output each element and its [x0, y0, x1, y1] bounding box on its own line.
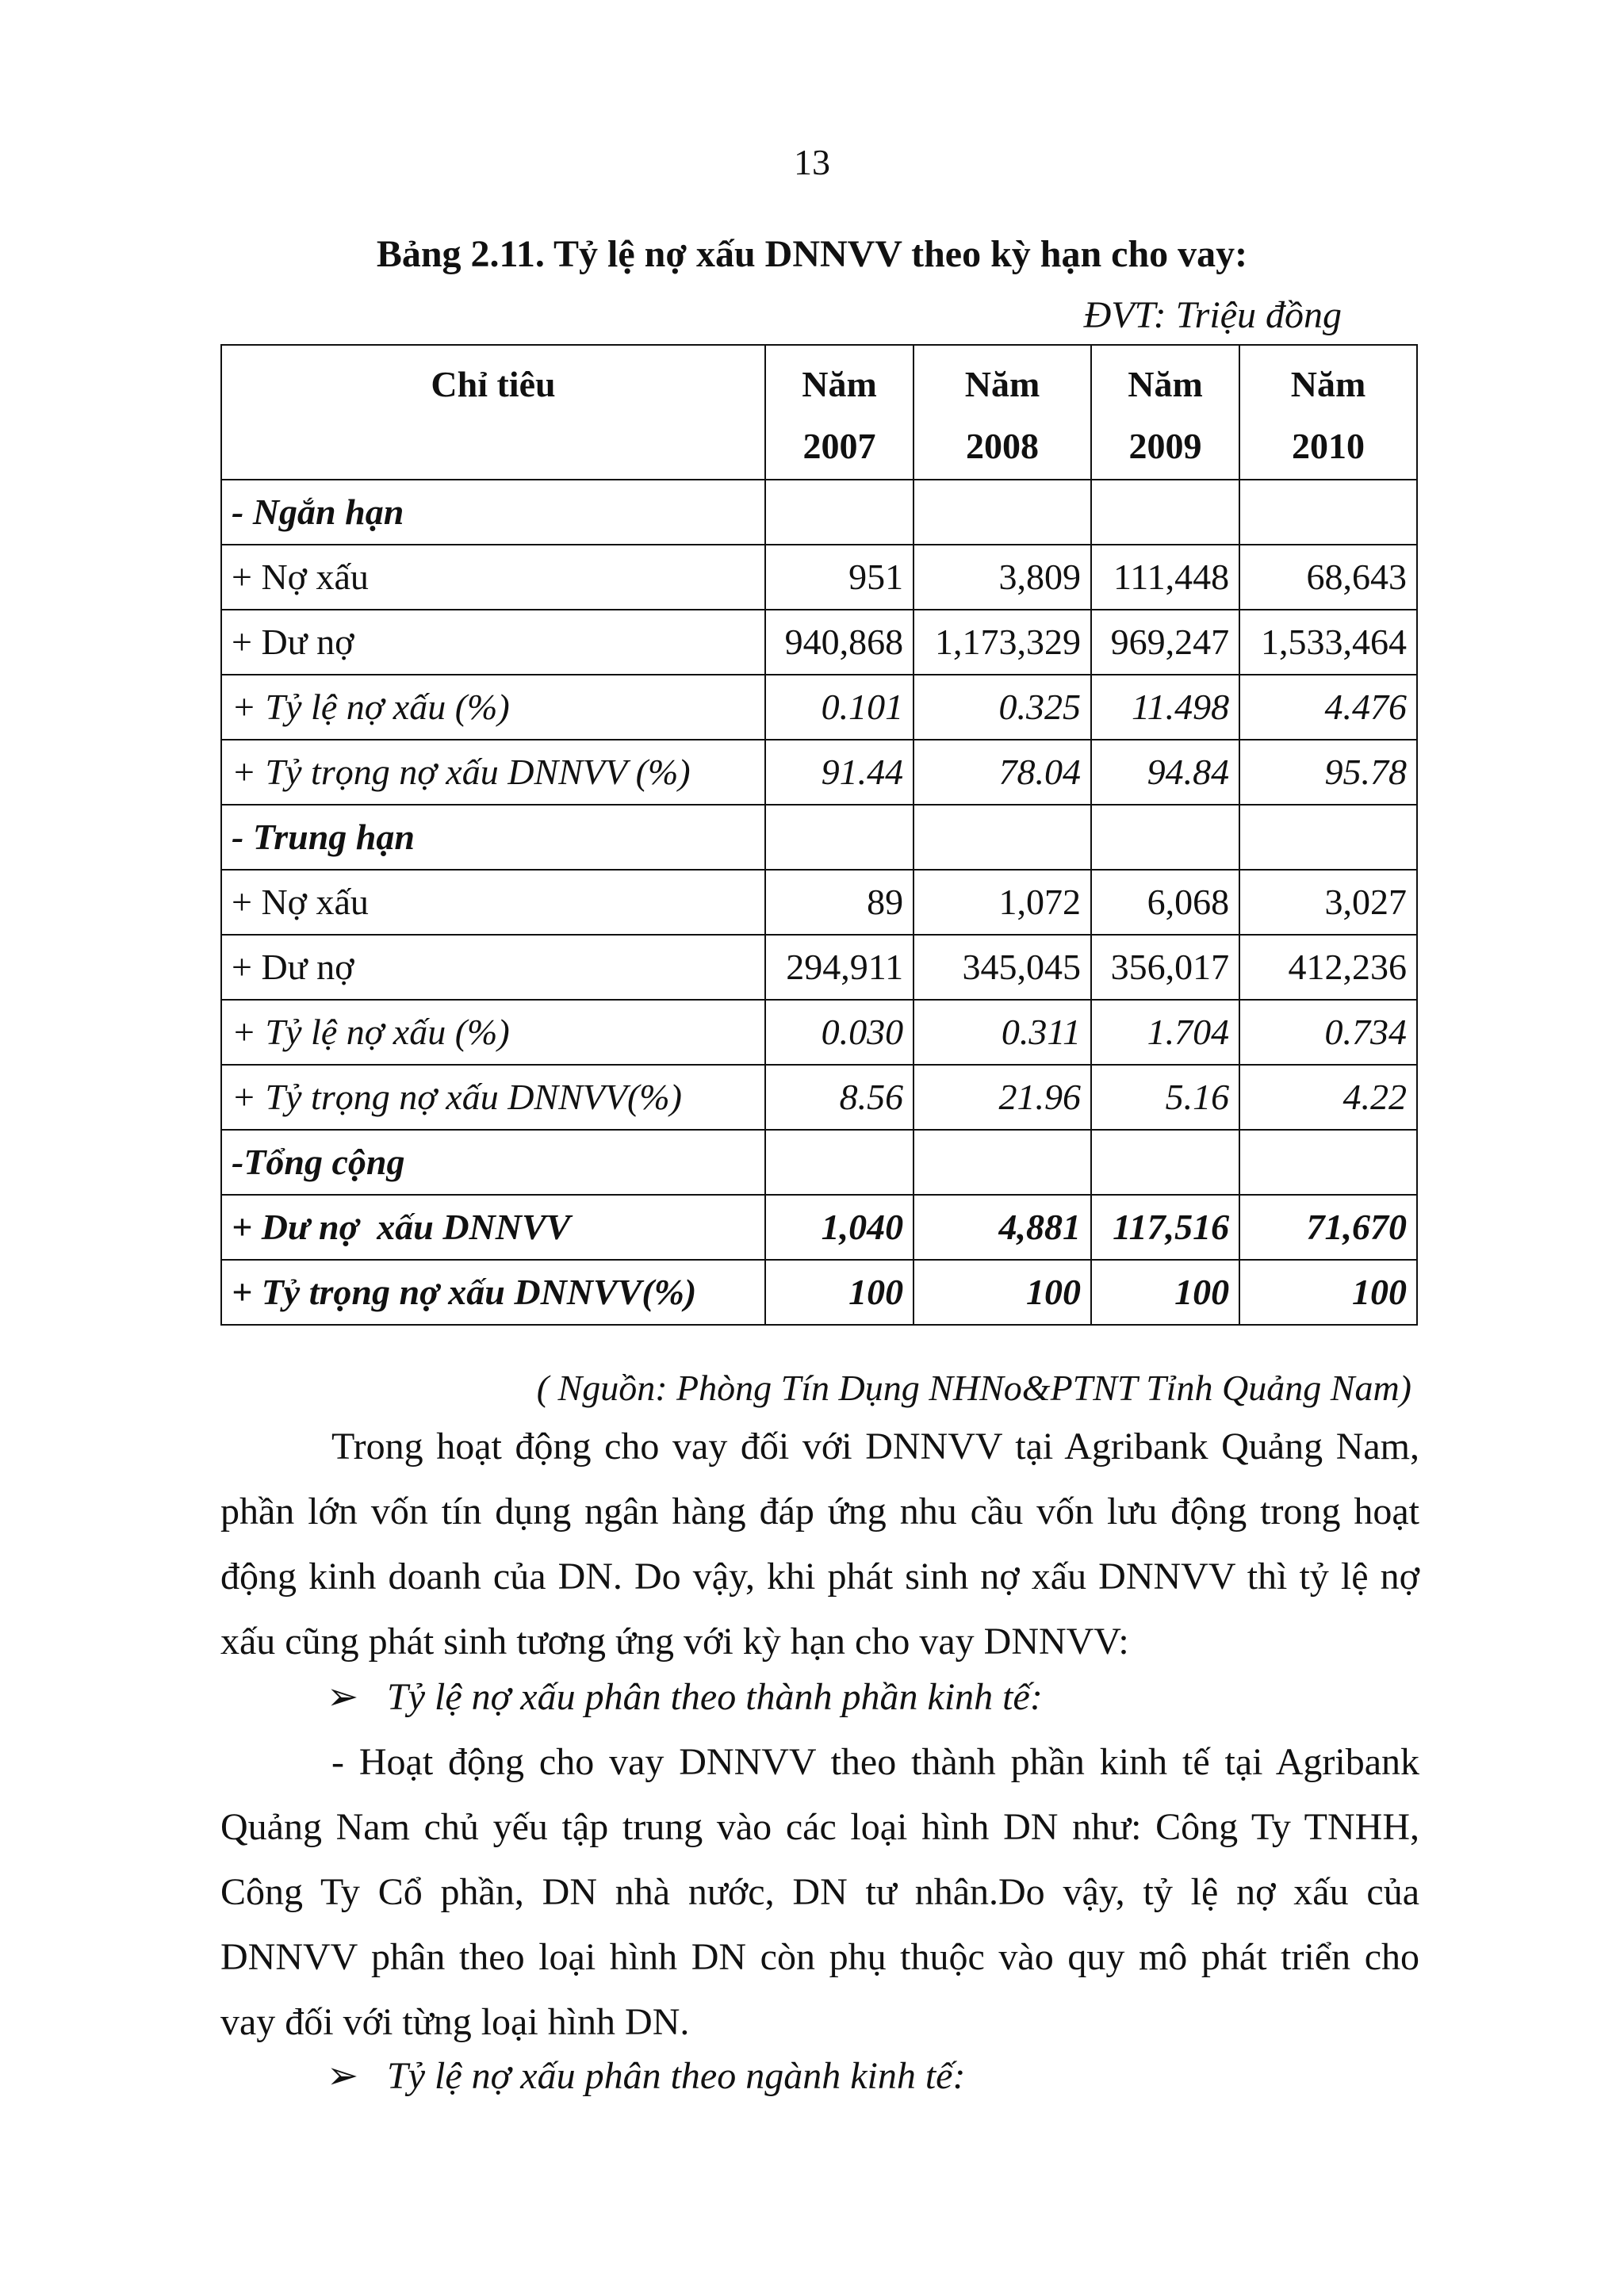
cell: 78.04: [914, 740, 1091, 805]
cell: [1239, 1130, 1417, 1195]
bullet-heading-2-text: Tỷ lệ nợ xấu phân theo ngành kinh tế:: [387, 2055, 966, 2097]
cell: 4.22: [1239, 1065, 1417, 1130]
cell: 294,911: [765, 935, 914, 1000]
cell: [914, 805, 1091, 870]
cell: 951: [765, 545, 914, 610]
row-label: - Ngắn hạn: [221, 480, 765, 545]
cell: [914, 480, 1091, 545]
table-row: [221, 1130, 1417, 1195]
cell: 1.704: [1091, 1000, 1239, 1065]
cell: 4,881: [914, 1195, 1091, 1260]
row-label: + Tỷ trọng nợ xấu DNNVV(%): [221, 1260, 765, 1325]
unit-label: ĐVT: Triệu đồng: [1083, 294, 1342, 336]
header-year-2007: Năm 2007: [765, 345, 914, 480]
cell: 1,040: [765, 1195, 914, 1260]
header-year-2008: Năm 2008: [914, 345, 1091, 480]
row-label: + Tỷ lệ nợ xấu (%): [221, 1000, 765, 1065]
row-label: + Tỷ trọng nợ xấu DNNVV (%): [221, 740, 765, 805]
cell: 94.84: [1091, 740, 1239, 805]
paragraph-1-text: Trong hoạt động cho vay đối với DNNVV tại Agribank Quảng Nam, phần lớn vốn tín dụng ngân hàng đáp ứng nhu cầu vốn lưu động trong hoạt động kinh doanh của DN. Do vậy, khi phát sinh nợ xấu DNNVV thì tỷ lệ nợ xấu cũng phát sinh tương ứng với kỳ hạn cho vay DNNVV:: [220, 1425, 1419, 1663]
row-label: + Tỷ lệ nợ xấu (%): [221, 675, 765, 740]
cell: 91.44: [765, 740, 914, 805]
cell: 412,236: [1239, 935, 1417, 1000]
cell: 117,516: [1091, 1195, 1239, 1260]
cell: 11.498: [1091, 675, 1239, 740]
cell: 1,533,464: [1239, 610, 1417, 675]
cell: 100: [1091, 1260, 1239, 1325]
row-label: + Dư nợ: [221, 935, 765, 1000]
cell: 21.96: [914, 1065, 1091, 1130]
cell: [1091, 805, 1239, 870]
row-label: - Trung hạn: [221, 805, 765, 870]
cell: 6,068: [1091, 870, 1239, 935]
row-label: + Nợ xấu: [221, 870, 765, 935]
table-header-row: [221, 345, 1417, 480]
row-label: + Dư nợ xấu DNNVV: [221, 1195, 765, 1260]
cell: [914, 1130, 1091, 1195]
table-row: [221, 545, 1417, 610]
table-row: [221, 805, 1417, 870]
arrow-bullet-icon: ➢: [327, 2055, 359, 2097]
table-row: [221, 480, 1417, 545]
cell: 3,809: [914, 545, 1091, 610]
table-row: [221, 1195, 1417, 1260]
table-row: [221, 675, 1417, 740]
page-number: 13: [794, 142, 830, 182]
cell: 4.476: [1239, 675, 1417, 740]
paragraph-1: [220, 1414, 1419, 1674]
bullet-heading-2: [327, 2053, 965, 2098]
table-row: [221, 1000, 1417, 1065]
cell: 95.78: [1239, 740, 1417, 805]
cell: 356,017: [1091, 935, 1239, 1000]
cell: [765, 805, 914, 870]
cell: 100: [1239, 1260, 1417, 1325]
cell: 3,027: [1239, 870, 1417, 935]
bad-debt-table: [220, 344, 1418, 1326]
row-label: + Dư nợ: [221, 610, 765, 675]
cell: 111,448: [1091, 545, 1239, 610]
cell: 5.16: [1091, 1065, 1239, 1130]
header-year-2009: Năm 2009: [1091, 345, 1239, 480]
table-row: [221, 1065, 1417, 1130]
cell: 345,045: [914, 935, 1091, 1000]
cell: 100: [914, 1260, 1091, 1325]
cell: [1091, 1130, 1239, 1195]
paragraph-2: [220, 1730, 1419, 2055]
paragraph-2-text: - Hoạt động cho vay DNNVV theo thành phần kinh tế tại Agribank Quảng Nam chủ yếu tập trung vào các loại hình DN như: Công Ty TNHH, Công Ty Cổ phần, DN nhà nước, DN tư nhân.Do vậy, tỷ lệ nợ xấu của DNNVV phân theo loại hình DN còn phụ thuộc vào quy mô phát triển cho vay đối với từng loại hình DN.: [220, 1741, 1419, 2043]
cell: [1091, 480, 1239, 545]
cell: 8.56: [765, 1065, 914, 1130]
table-row: [221, 870, 1417, 935]
cell: [1239, 805, 1417, 870]
bullet-heading-1-text: Tỷ lệ nợ xấu phân theo thành phần kinh tế:: [387, 1676, 1043, 1718]
cell: 0.311: [914, 1000, 1091, 1065]
table-source: ( Nguồn: Phòng Tín Dụng NHNo&PTNT Tỉnh Quảng Nam): [536, 1368, 1411, 1408]
bullet-heading-1: [327, 1674, 1043, 1719]
cell: [765, 1130, 914, 1195]
cell: 0.101: [765, 675, 914, 740]
header-label: Chỉ tiêu: [221, 345, 765, 480]
cell: 0.030: [765, 1000, 914, 1065]
table-row: [221, 610, 1417, 675]
cell: 71,670: [1239, 1195, 1417, 1260]
table-title: Bảng 2.11. Tỷ lệ nợ xấu DNNVV theo kỳ hạn cho vay:: [376, 233, 1248, 275]
cell: 68,643: [1239, 545, 1417, 610]
header-year-2010: Năm 2010: [1239, 345, 1417, 480]
cell: 89: [765, 870, 914, 935]
cell: 0.325: [914, 675, 1091, 740]
row-label: -Tổng cộng: [221, 1130, 765, 1195]
table-row: [221, 935, 1417, 1000]
cell: [1239, 480, 1417, 545]
cell: 0.734: [1239, 1000, 1417, 1065]
row-label: + Tỷ trọng nợ xấu DNNVV(%): [221, 1065, 765, 1130]
cell: [765, 480, 914, 545]
row-label: + Nợ xấu: [221, 545, 765, 610]
arrow-bullet-icon: ➢: [327, 1676, 359, 1718]
cell: 1,173,329: [914, 610, 1091, 675]
table-row: [221, 740, 1417, 805]
cell: 1,072: [914, 870, 1091, 935]
cell: 940,868: [765, 610, 914, 675]
cell: 100: [765, 1260, 914, 1325]
table-row: [221, 1260, 1417, 1325]
cell: 969,247: [1091, 610, 1239, 675]
